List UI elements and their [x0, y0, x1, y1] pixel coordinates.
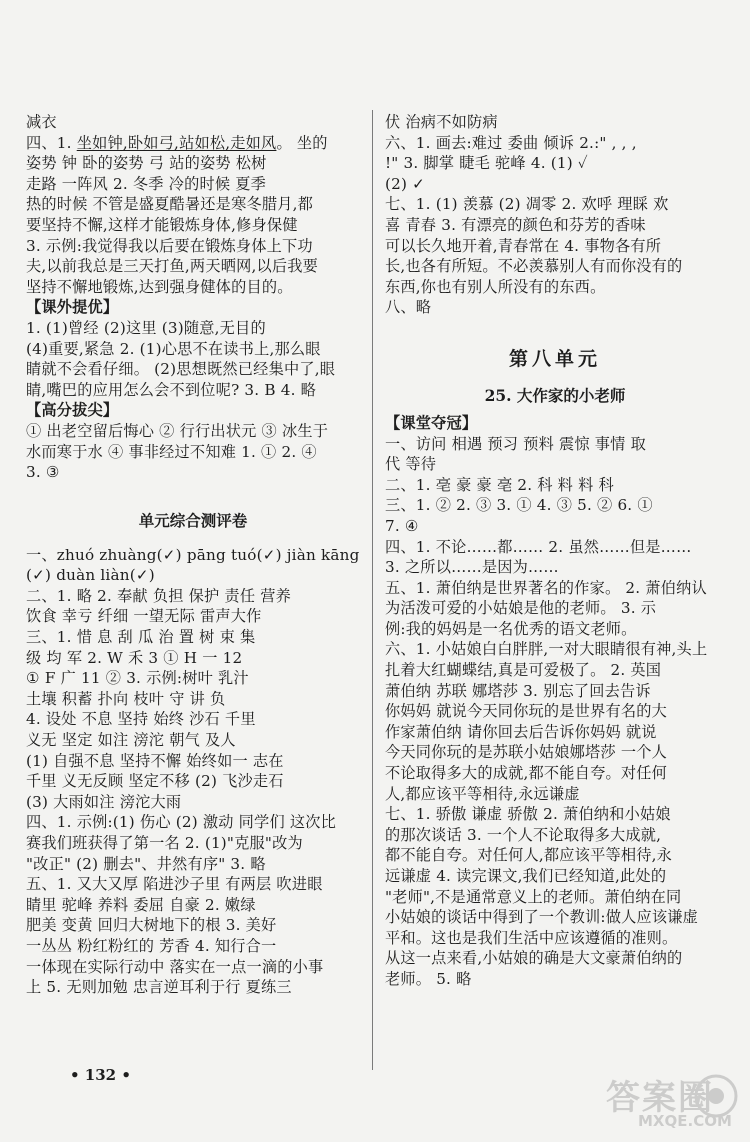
- answer-line: 扎着大红蝴蝶结,真是可爱极了。 2. 英国: [385, 661, 662, 680]
- section-heading: 单元综合测评卷: [138, 510, 248, 530]
- section-heading: 25. 大作家的小老师: [484, 385, 626, 405]
- watermark-logo: [598, 1068, 746, 1138]
- answer-line: 今天同你玩的是苏联小姑娘娜塔莎 一个人: [385, 743, 668, 762]
- answer-line: 人,都应该平等相待,永远谦虚: [385, 784, 580, 803]
- answer-line: 3. 之所以……是因为……: [385, 558, 559, 577]
- answer-line: 姿势 钟 卧的姿势 弓 站的姿势 松树: [26, 154, 267, 173]
- answer-line: 的那次谈话 3. 一个人不论取得多大成就,: [385, 825, 662, 844]
- answer-line: 都不能自夸。对任何人,都应该平等相待,永: [385, 846, 673, 865]
- answer-line: 睛,嘴巴的应用怎么会不到位呢? 3. B 4. 略: [26, 380, 317, 399]
- answer-line: 五、1. 萧伯纳是世界著名的作家。 2. 萧伯纳认: [385, 578, 707, 597]
- answer-line: 睛里 驼峰 养料 委屈 自豪 2. 嫩绿: [26, 895, 256, 914]
- answer-line: 代 等待: [385, 455, 437, 474]
- answer-line: 远谦虚 4. 读完课文,我们已经知道,此处的: [385, 867, 667, 885]
- answer-line: 水而寒于水 ④ 事非经过不知难 1. ① 2. ④: [26, 442, 317, 461]
- answer-line: 长,也各有所短。不必羡慕别人有而你没有的: [385, 257, 683, 276]
- spacer: [385, 406, 725, 413]
- answer-line: 喜 青春 3. 有漂亮的颜色和芬芳的香味: [385, 215, 646, 234]
- answer-line: 四、1. 不论……都…… 2. 虽然……但是……: [385, 537, 692, 556]
- answer-line: 一丛丛 粉红粉红的 芳香 4. 知行合一: [26, 936, 277, 955]
- answer-line: "改正" (2) 删去"、井然有序" 3. 略: [26, 854, 266, 873]
- answer-line: 为活泼可爱的小姑娘是他的老师。 3. 示: [385, 599, 657, 618]
- answer-line: 饮食 幸亏 纤细 一望无际 雷声大作: [26, 607, 262, 626]
- answer-line: 土壤 积蓄 扑向 枝叶 守 讲 负: [26, 689, 226, 708]
- answer-line: 赛我们班获得了第一名 2. (1)"克服"改为: [26, 834, 303, 852]
- answer-line: !" 3. 脚掌 睫毛 驼峰 4. (1) ✓: [385, 154, 588, 173]
- answer-line: 一、zhuó zhuàng(✓) pāng tuó(✓) jiàn kāng: [26, 545, 360, 564]
- column-divider: [372, 110, 373, 1070]
- answer-line: 一体现在实际行动中 落实在一点一滴的小事: [26, 957, 324, 976]
- watermark-text-bottom: MXQE.COM: [638, 1112, 732, 1130]
- answer-line: 坚持不懈地锻炼,达到强身健体的目的。: [26, 277, 293, 296]
- answer-line: 义无 坚定 如注 滂沱 朝气 及人: [26, 731, 236, 750]
- answer-line: 例:我的妈妈是一名优秀的语文老师。: [385, 619, 637, 638]
- answer-line: 【课堂夺冠】: [385, 413, 478, 432]
- answer-line: 作家萧伯纳 请你回去后告诉你妈妈 就说: [385, 722, 657, 741]
- answer-line: 肥美 变黄 回归大树地下的根 3. 美好: [26, 916, 277, 935]
- answer-line: 要坚持不懈,这样才能锻炼身体,修身保健: [26, 215, 298, 234]
- answer-line: 热的时候 不管是盛夏酷暑还是寒冬腊月,都: [26, 195, 314, 214]
- answer-line: "老师",不是通常意义上的老师。萧伯纳在同: [385, 887, 682, 906]
- answer-line: 3. 示例:我觉得我以后要在锻炼身体上下功: [26, 236, 313, 255]
- answer-line: 4. 设处 不息 坚持 始终 沙石 千里: [26, 710, 256, 729]
- answer-line: 夫,以前我总是三天打鱼,两天晒网,以后我要: [26, 257, 319, 276]
- answer-line: 上 5. 无则加勉 忠言逆耳利于行 夏练三: [26, 978, 292, 997]
- answer-line: 不论取得多大的成就,都不能自夸。对任何: [385, 764, 668, 783]
- page-number: • 132 •: [70, 1066, 131, 1084]
- spacer: [385, 318, 725, 346]
- answer-line: ① 出老空留后悔心 ② 行行出状元 ③ 冰生于: [26, 421, 329, 440]
- answer-line: 可以长久地开着,青春常在 4. 事物各有所: [385, 236, 662, 255]
- answer-line: 平和。这也是我们生活中应该遵循的准则。: [385, 928, 678, 947]
- answer-line: (4)重要,紧急 2. (1)心思不在读书上,那么眼: [26, 339, 321, 358]
- watermark-text-top: 答案圈: [606, 1078, 714, 1118]
- answer-line: 【课外提优】: [26, 298, 119, 317]
- spacer: [26, 483, 360, 511]
- answer-line: 三、1. 惜 息 刮 瓜 治 置 树 束 集: [26, 628, 256, 647]
- answer-line: 二、1. 亳 豪 豪 亳 2. 科 料 料 科: [385, 475, 614, 494]
- spacer: [26, 531, 360, 545]
- answer-line: 老师。 5. 略: [385, 969, 472, 988]
- answer-line: ① F 广 11 ② 3. 示例:树叶 乳汁: [26, 669, 249, 688]
- answer-line: 一、访问 相遇 预习 预料 震惊 事情 取: [385, 434, 646, 453]
- answer-line: 减衣: [26, 113, 57, 131]
- answer-line: 萧伯纳 苏联 娜塔莎 3. 别忘了回去告诉: [385, 681, 651, 700]
- unit-title: 第八单元: [508, 347, 601, 370]
- answer-line: 【高分拔尖】: [26, 401, 119, 420]
- answer-line: 七、1. 骄傲 谦虚 骄傲 2. 萧伯纳和小姑娘: [385, 805, 671, 824]
- answer-line: 五、1. 又大又厚 陷进沙子里 有两层 吹进眼: [26, 875, 323, 894]
- answer-line: (3) 大雨如注 滂沱大雨: [26, 792, 182, 811]
- answer-line: 级 均 军 2. W 禾 3 ① H 一 12: [26, 648, 243, 667]
- answer-line: 四、1. 坐如钟,卧如弓,站如松,走如风。 坐的: [26, 133, 328, 152]
- answer-line: 千里 义无反顾 坚定不移 (2) 飞沙走石: [26, 772, 284, 791]
- answer-line: 你妈妈 就说今天同你玩的是世界有名的大: [385, 702, 668, 721]
- answer-line: 7. ④: [385, 516, 419, 535]
- answer-line: 六、1. 小姑娘白白胖胖,一对大眼睛很有神,头上: [385, 640, 708, 659]
- right-column: [385, 112, 725, 990]
- answer-line: 小姑娘的谈话中得到了一个教训:做人应该谦虚: [385, 908, 699, 927]
- answer-line: 睛就不会看仔细。 (2)思想既然已经集中了,眼: [26, 360, 336, 379]
- answer-line: 六、1. 画去:难过 委曲 倾诉 2.:" , , ,: [385, 133, 637, 152]
- answer-line: 八、略: [385, 298, 432, 317]
- answer-line: 走路 一阵风 2. 冬季 冷的时候 夏季: [26, 174, 267, 193]
- answer-line: (2) ✓: [385, 174, 426, 193]
- answer-line: (✓) duàn liàn(✓): [26, 566, 155, 585]
- answer-line: 二、1. 略 2. 奉献 负担 保护 责任 营养: [26, 586, 292, 605]
- answer-line: 1. (1)曾经 (2)这里 (3)随意,无目的: [26, 318, 266, 337]
- left-column: [26, 112, 360, 998]
- answer-line: 东西,你也有别人所没有的东西。: [385, 277, 606, 296]
- spacer: [385, 372, 725, 386]
- answer-line: 七、1. (1) 羡慕 (2) 凋零 2. 欢呼 理睬 欢: [385, 195, 669, 214]
- answer-line: 伏 治病不如防病: [385, 113, 498, 131]
- answer-line: 3. ③: [26, 463, 60, 482]
- answer-line: 从这一点来看,小姑娘的确是大文豪萧伯纳的: [385, 949, 683, 968]
- answer-line: 四、1. 示例:(1) 伤心 (2) 激动 同学们 这次比: [26, 813, 337, 832]
- answer-line: (1) 自强不息 坚持不懈 始终如一 志在: [26, 751, 284, 770]
- underlined-answer: 坐如钟,卧如弓,站如松,走如风: [76, 133, 277, 152]
- answer-line: 三、1. ② 2. ③ 3. ① 4. ③ 5. ② 6. ①: [385, 496, 653, 515]
